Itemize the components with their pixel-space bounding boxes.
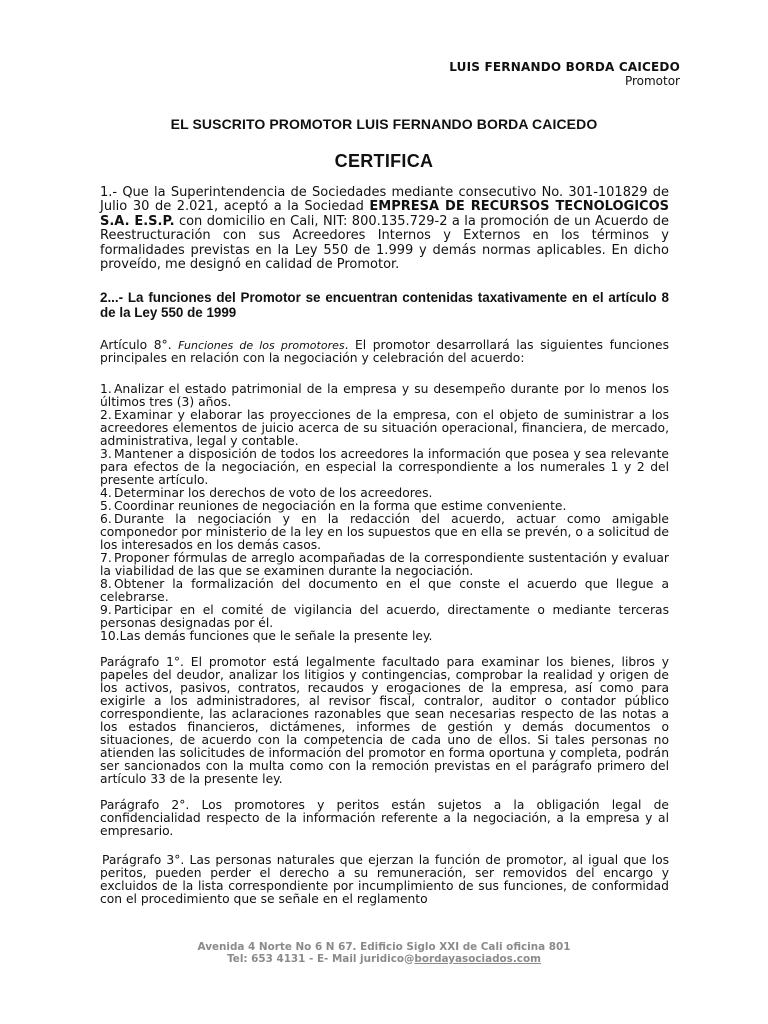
list-item-text: Mantener a disposición de todos los acreedores la información que posea y sea relevante para efectos de la negociación, en especial la correspondiente a los numerales 1 y 2 del presente artículo. — [100, 446, 669, 487]
footer-phone-email: Tel: 653 4131 - E- Mail juridico@ — [227, 953, 415, 965]
list-item — [100, 448, 669, 487]
list-item-text: Proponer fórmulas de arreglo acompañadas de la correspondiente sustentación y evaluar la viabilidad de las que se examinen durante la negociación. — [100, 550, 669, 578]
list-item-number: 3. — [100, 446, 112, 461]
list-item-number: 8. — [100, 576, 112, 591]
list-item — [100, 409, 669, 448]
article-8-intro — [100, 339, 669, 365]
list-item-text: Determinar los derechos de voto de los acreedores. — [114, 485, 433, 500]
list-item-text: Coordinar reuniones de negociación en la forma que estime conveniente. — [114, 498, 567, 513]
paragraph-1 — [100, 186, 669, 272]
promoter-role: Promotor — [624, 74, 680, 88]
subscribed-heading: EL SUSCRITO PROMOTOR LUIS FERNANDO BORDA CAICEDO — [170, 116, 598, 132]
footer-contact-line — [0, 953, 768, 965]
functions-list — [100, 383, 669, 643]
list-item — [100, 578, 669, 604]
list-item-text: Durante la negociación y en la redacción del acuerdo, actuar como amigable componedor por ministerio de la ley en los supuestos que en ella se prevén, o a solicitud de los interesados en los demás casos. — [100, 511, 669, 552]
list-item-number: 10. — [100, 628, 120, 643]
list-item-number: 4. — [100, 485, 112, 500]
list-item — [100, 552, 669, 578]
list-item-number: 2. — [100, 407, 112, 422]
paragrafo-3: Parágrafo 3°. Las personas naturales que ejerzan la función de promotor, al igual que los peritos, pueden perder el derecho a su remuneración, ser removidos del encargo y excluidos de la lista correspondiente por incumplimiento de sus funciones, de conformidad con el procedimiento que se señale en el reglamento — [100, 852, 669, 906]
list-item-number: 1. — [100, 381, 112, 396]
certifica-title: CERTIFICA — [334, 151, 434, 171]
list-item — [100, 630, 669, 643]
promoter-name: LUIS FERNANDO BORDA CAICEDO — [449, 60, 680, 74]
footer-website-link[interactable]: bordayasociados.com — [414, 953, 541, 965]
article-label: Artículo 8°. — [100, 337, 179, 352]
list-item-number: 6. — [100, 511, 112, 526]
company-name: EMPRESA DE RECURSOS TECNOLOGICOS S.A. E.S.P. — [100, 199, 669, 229]
document-body — [100, 186, 669, 906]
article-text: . El promotor desarrollará las siguientes funciones principales en relación con la negociación y celebración del acuerdo: — [100, 337, 669, 365]
list-item-text: Analizar el estado patrimonial de la empresa y su desempeño durante por lo menos los últimos tres (3) años. — [100, 381, 669, 409]
list-item — [100, 513, 669, 552]
paragraph-1-text-a: 1.- Que la Superintendencia de Sociedades mediante consecutivo No. 301-101829 de Julio 30 de 2.021, aceptó a la Sociedad — [100, 185, 669, 215]
list-item-number: 5. — [100, 498, 112, 513]
letterhead — [449, 60, 680, 88]
paragraph-2-heading: 2...- La funciones del Promotor se encuentran contenidas taxativamente en el artículo 8 de la Ley 550 de 1999 — [100, 290, 669, 321]
footer-contact — [0, 941, 768, 965]
article-title: Funciones de los promotores — [178, 338, 345, 352]
paragraph-1-text-b: con domicilio en Cali, NIT: 800.135.729-2 a la promoción de un Acuerdo de Reestructuración con sus Acreedores Internos y Externos en los términos y formalidades previstas en la Ley 550 de 1.999 y demás normas aplicables. En dicho proveído, me designó en calidad de Promotor. — [100, 213, 669, 273]
paragrafo-2: Parágrafo 2°. Los promotores y peritos están sujetos a la obligación legal de confidencialidad respecto de la información referente a la negociación, a la empresa y al empresario. — [100, 797, 669, 838]
list-item-number: 9. — [100, 602, 112, 617]
list-item-text: Obtener la formalización del documento en el que conste el acuerdo que llegue a celebrarse. — [100, 576, 669, 604]
list-item — [100, 383, 669, 409]
footer-address: Avenida 4 Norte No 6 N 67. Edificio Siglo XXI de Cali oficina 801 — [197, 941, 571, 953]
list-item-number: 7. — [100, 550, 112, 565]
list-item-text: Examinar y elaborar las proyecciones de la empresa, con el objeto de suministrar a los acreedores elementos de juicio acerca de su situación operacional, financiera, de mercado, administrativa, legal y contable. — [100, 407, 669, 448]
paragrafo-1: Parágrafo 1°. El promotor está legalmente facultado para examinar los bienes, libros y papeles del deudor, analizar los litigios y contingencias, comprobar la realidad y origen de los activos, pasivos, contratos, recaudos y erogaciones de la empresa, así como para exigirle a los administradores, al revisor fiscal, contralor, auditor o contador público correspondiente, las aclaraciones razonables que sean necesarias respecto de las notas a los estados financieros, dictámenes, informes de gestión y demás documentos o situaciones, de acuerdo con la competencia de cada uno de ellos. Si tales personas no atienden las solicitudes de información del promotor en forma oportuna y completa, podrán ser sancionados con la multa como con la remoción previstas en el parágrafo primero del artículo 33 de la presente ley. — [100, 654, 669, 786]
list-item-text: Participar en el comité de vigilancia del acuerdo, directamente o mediante terceras personas designadas por él. — [100, 602, 669, 630]
list-item-text: Las demás funciones que le señale la presente ley. — [119, 628, 433, 643]
list-item — [100, 604, 669, 630]
